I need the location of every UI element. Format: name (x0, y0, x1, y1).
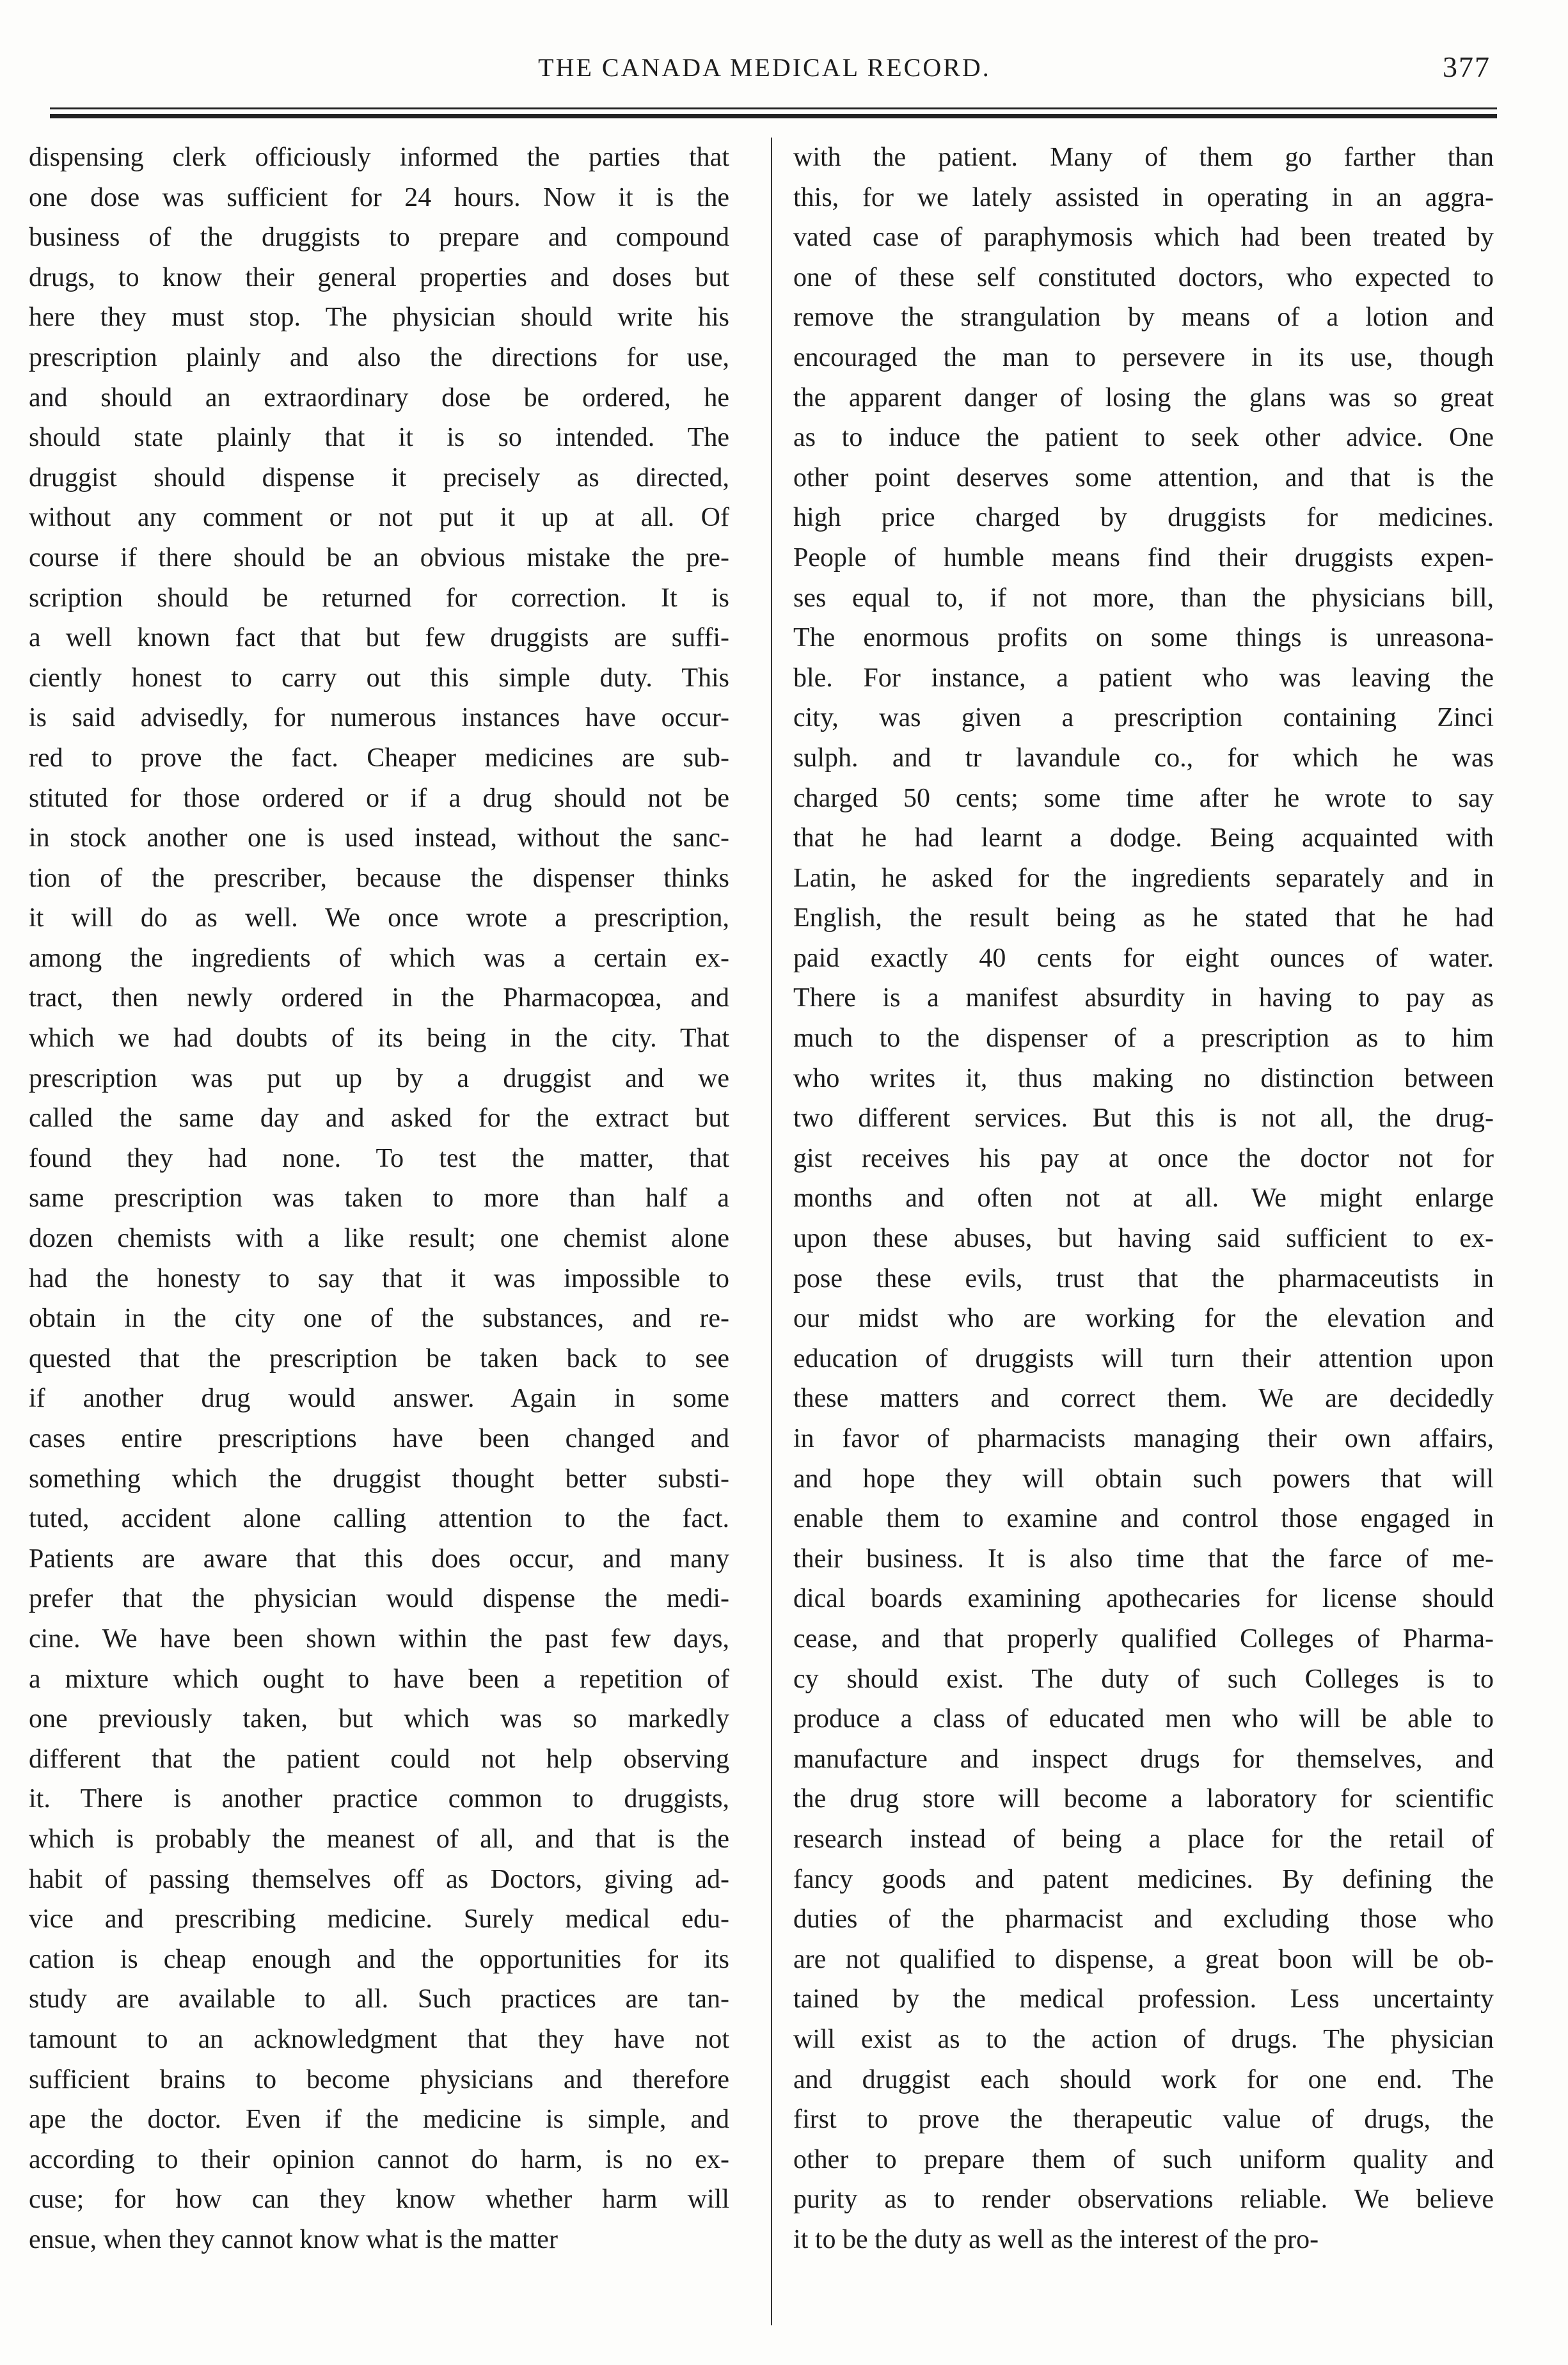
text-line: one previously taken, but which was so markedly (29, 1704, 729, 1734)
text-line: cases entire prescriptions have been changed and (29, 1424, 729, 1453)
text-line: tract, then newly ordered in the Pharmacopœa, and (29, 983, 729, 1013)
text-line: Patients are aware that this does occur, and many (29, 1544, 729, 1574)
text-line: encouraged the man to persevere in its use, though (793, 342, 1494, 372)
header-rule-thick (50, 114, 1497, 118)
text-line: study are available to all. Such practices are tan- (29, 1984, 729, 2014)
text-line: research instead of being a place for the retail of (793, 1824, 1494, 1854)
text-line: manufacture and inspect drugs for themselves, and (793, 1744, 1494, 1774)
text-line: should state plainly that it is so intended. The (29, 423, 729, 453)
text-line: produce a class of educated men who will be able to (793, 1704, 1494, 1734)
text-line: same prescription was taken to more than half a (29, 1183, 729, 1214)
text-line: sulph. and tr lavandule co., for which he was (793, 743, 1494, 773)
text-line: vice and prescribing medicine. Surely medical edu- (29, 1904, 729, 1934)
text-line: high price charged by druggists for medicines. (793, 503, 1494, 533)
text-line: in favor of pharmacists managing their own affairs, (793, 1424, 1494, 1453)
text-line: scription should be returned for correction. It is (29, 583, 729, 613)
text-line: two different services. But this is not all, the drug- (793, 1103, 1494, 1134)
text-line: which is probably the meanest of all, and that is the (29, 1824, 729, 1854)
text-line: first to prove the therapeutic value of drugs, the (793, 2105, 1494, 2135)
text-line: one dose was sufficient for 24 hours. Now it is the (29, 182, 729, 212)
text-line: The enormous profits on some things is unreasona- (793, 623, 1494, 653)
text-line: that he had learnt a dodge. Being acquainted with (793, 823, 1494, 853)
text-line: remove the strangulation by means of a lotion and (793, 303, 1494, 333)
right-column (793, 138, 1494, 2259)
text-line: tion of the prescriber, because the dispenser thinks (29, 863, 729, 893)
running-title: THE CANADA MEDICAL RECORD. (538, 53, 991, 82)
text-line: gist receives his pay at once the doctor not for (793, 1143, 1494, 1173)
text-line: stituted for those ordered or if a drug should not be (29, 783, 729, 813)
text-line: here they must stop. The physician should write his (29, 303, 729, 333)
text-line: ensue, when they cannot know what is the matter (29, 2224, 558, 2254)
text-line: cuse; for how can they know whether harm will (29, 2185, 729, 2215)
text-line: are not qualified to dispense, a great boon will be ob- (793, 1944, 1494, 1974)
text-line: who writes it, thus making no distinction between (793, 1063, 1494, 1093)
text-line: cine. We have been shown within the past few days, (29, 1624, 729, 1654)
text-line: it. There is another practice common to druggists, (29, 1784, 729, 1814)
text-line: and hope they will obtain such powers that will (793, 1464, 1494, 1494)
text-line: a mixture which ought to have been a repetition of (29, 1664, 729, 1694)
text-line: had the honesty to say that it was impossible to (29, 1263, 729, 1293)
text-line: tamount to an acknowledgment that they have not (29, 2024, 729, 2054)
text-line: vated case of paraphymosis which had been treated by (793, 223, 1494, 253)
text-line: the drug store will become a laboratory for scientific (793, 1784, 1494, 1814)
text-line: their business. It is also time that the farce of me- (793, 1544, 1494, 1574)
text-line: which we had doubts of its being in the city. That (29, 1024, 729, 1054)
text-line: according to their opinion cannot do harm, is no ex- (29, 2144, 729, 2174)
text-line: ciently honest to carry out this simple duty. This (29, 663, 729, 693)
header-rule-thin (50, 107, 1497, 109)
text-line: will exist as to the action of drugs. The physician (793, 2024, 1494, 2054)
text-line: cease, and that properly qualified Colleges of Pharma- (793, 1624, 1494, 1654)
text-line: red to prove the fact. Cheaper medicines are sub- (29, 743, 729, 773)
text-line: other to prepare them of such uniform quality and (793, 2144, 1494, 2174)
text-line: sufficient brains to become physicians and therefore (29, 2064, 729, 2094)
text-line: duties of the pharmacist and excluding those who (793, 1904, 1494, 1934)
text-line: Latin, he asked for the ingredients separately and in (793, 863, 1494, 893)
text-line: paid exactly 40 cents for eight ounces of water. (793, 943, 1494, 973)
text-line: charged 50 cents; some time after he wrote to say (793, 783, 1494, 813)
text-line: dispensing clerk officiously informed the parties that (29, 143, 729, 172)
text-line: upon these abuses, but having said sufficient to ex- (793, 1224, 1494, 1254)
running-head (38, 50, 1491, 95)
text-line: something which the druggist thought better substi- (29, 1464, 729, 1494)
text-line: enable them to examine and control those engaged in (793, 1504, 1494, 1534)
text-line: tuted, accident alone calling attention to the fact. (29, 1504, 729, 1534)
text-line: prefer that the physician would dispense the medi- (29, 1584, 729, 1614)
page-number: 377 (1443, 51, 1491, 83)
text-line: in stock another one is used instead, without the sanc- (29, 823, 729, 853)
text-line: and druggist each should work for one end. The (793, 2064, 1494, 2094)
text-line: the apparent danger of losing the glans was so great (793, 383, 1494, 413)
text-line: fancy goods and patent medicines. By defining the (793, 1864, 1494, 1894)
text-line: city, was given a prescription containing Zinci (793, 703, 1494, 733)
text-line: dozen chemists with a like result; one chemist alone (29, 1224, 729, 1254)
text-line: different that the patient could not help observing (29, 1744, 729, 1774)
text-line: People of humble means find their druggists expen- (793, 542, 1494, 573)
text-line: without any comment or not put it up at all. Of (29, 503, 729, 533)
text-line: dical boards examining apothecaries for license should (793, 1584, 1494, 1614)
text-line: prescription plainly and also the directions for use, (29, 342, 729, 372)
text-line: months and often not at all. We might enlarge (793, 1183, 1494, 1214)
text-line: among the ingredients of which was a certain ex- (29, 943, 729, 973)
text-line: one of these self constituted doctors, who expected to (793, 262, 1494, 292)
text-line: druggist should dispense it precisely as directed, (29, 463, 729, 493)
text-line: cation is cheap enough and the opportunities for its (29, 1944, 729, 1974)
text-line: cy should exist. The duty of such Colleges is to (793, 1664, 1494, 1694)
text-line: purity as to render observations reliable. We believe (793, 2185, 1494, 2215)
text-line: if another drug would answer. Again in some (29, 1384, 729, 1414)
text-line: other point deserves some attention, and that is the (793, 463, 1494, 493)
text-line: drugs, to know their general properties and doses but (29, 262, 729, 292)
text-line: these matters and correct them. We are decidedly (793, 1384, 1494, 1414)
text-line: ape the doctor. Even if the medicine is simple, and (29, 2105, 729, 2135)
text-line: as to induce the patient to seek other advice. One (793, 423, 1494, 453)
text-line: much to the dispenser of a prescription as to him (793, 1024, 1494, 1054)
text-line: this, for we lately assisted in operating in an aggra- (793, 182, 1494, 212)
text-line: English, the result being as he stated that he had (793, 903, 1494, 933)
text-line: habit of passing themselves off as Doctors, giving ad- (29, 1864, 729, 1894)
text-line: with the patient. Many of them go farther than (793, 143, 1494, 172)
text-line: a well known fact that but few druggists are suffi- (29, 623, 729, 653)
text-line: pose these evils, trust that the pharmaceutists in (793, 1263, 1494, 1293)
text-line: ble. For instance, a patient who was leaving the (793, 663, 1494, 693)
text-line: it will do as well. We once wrote a prescription, (29, 903, 729, 933)
text-line: found they had none. To test the matter, that (29, 1143, 729, 1173)
text-line: course if there should be an obvious mistake the pre- (29, 542, 729, 573)
text-line: There is a manifest absurdity in having to pay as (793, 983, 1494, 1013)
column-divider (771, 138, 772, 2325)
text-line: tained by the medical profession. Less uncertainty (793, 1984, 1494, 2014)
left-column (29, 138, 729, 2259)
text-line: quested that the prescription be taken back to see (29, 1343, 729, 1373)
text-line: prescription was put up by a druggist and we (29, 1063, 729, 1093)
text-line: called the same day and asked for the extract but (29, 1103, 729, 1134)
text-line: obtain in the city one of the substances, and re- (29, 1304, 729, 1334)
text-line: business of the druggists to prepare and compound (29, 223, 729, 253)
text-line: education of druggists will turn their attention upon (793, 1343, 1494, 1373)
text-line: ses equal to, if not more, than the physicians bill, (793, 583, 1494, 613)
text-line: and should an extraordinary dose be ordered, he (29, 383, 729, 413)
text-line: it to be the duty as well as the interest of the pro- (793, 2224, 1319, 2254)
text-line: our midst who are working for the elevation and (793, 1304, 1494, 1334)
text-line: is said advisedly, for numerous instances have occur- (29, 703, 729, 733)
